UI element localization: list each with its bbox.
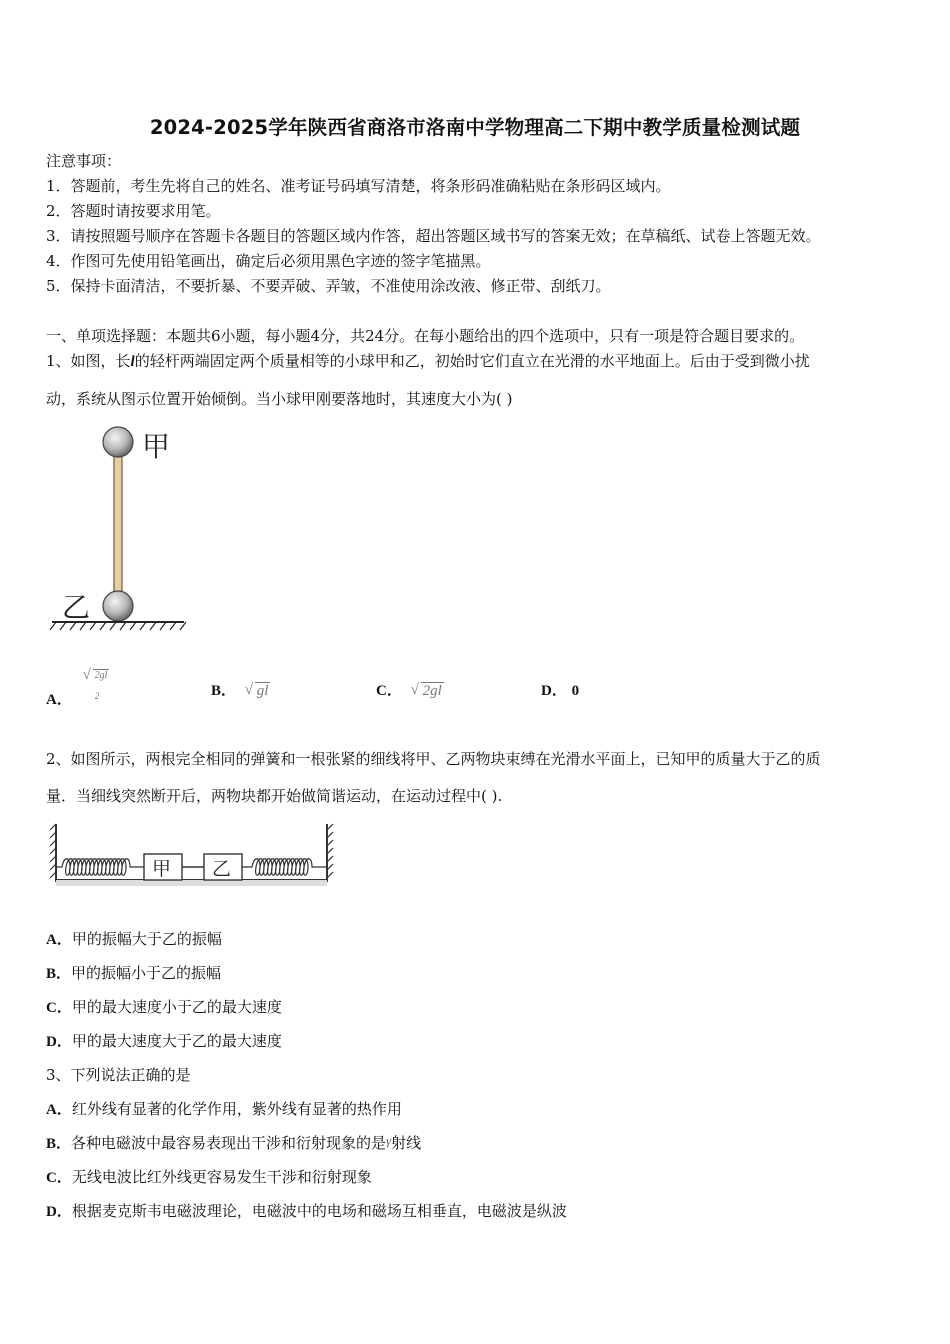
ball-yi — [103, 591, 133, 621]
ball-jia — [103, 427, 133, 457]
q3-stem: 3、下列说法正确的是 — [46, 1066, 191, 1084]
q2-option-c[interactable]: C．甲的最大速度小于乙的最大速度 — [46, 998, 282, 1016]
q1-option-d[interactable]: D． 0 — [541, 683, 580, 699]
block-yi-label: 乙 — [212, 858, 232, 880]
q2-stem-line2: 量．当细线突然断开后，两物块都开始做简谐运动，在运动过程中( ). — [46, 787, 503, 805]
q3-option-c[interactable]: C．无线电波比红外线更容易发生干涉和衍射现象 — [46, 1168, 372, 1186]
q1-stem-line1: 1、如图，长l的轻杆两端固定两个质量相等的小球甲和乙，初始时它们直立在光滑的水平地面上。后由于受到微小扰 — [46, 352, 810, 370]
q2-stem-line1: 2、如图所示，两根完全相同的弹簧和一根张紧的细线将甲、乙两物块束缚在光滑水平面上，已知甲的质量大于乙的质 — [46, 750, 821, 768]
label-jia: 甲 — [142, 430, 171, 463]
q1-figure-rod-balls — [46, 420, 196, 640]
page-title: 2024-2025学年陕西省商洛市洛南中学物理高二下期中教学质量检测试题 — [149, 116, 801, 139]
notice-heading: 注意事项： — [46, 152, 122, 170]
notice-item: 4．作图可先使用铅笔画出，确定后必须用黑色字迹的签字笔描黑。 — [46, 252, 491, 270]
q3-option-a[interactable]: A．红外线有显著的化学作用，紫外线有显著的热作用 — [46, 1100, 402, 1118]
left-wall — [50, 824, 56, 882]
q1-option-a[interactable]: A． √ 2gl 2 — [46, 680, 109, 720]
q3-option-b[interactable]: B．各种电磁波中最容易表现出干涉和衍射现象的是γ射线 — [46, 1133, 422, 1152]
rod — [114, 450, 122, 610]
q1-stem-line2: 动，系统从图示位置开始倾倒。当小球甲刚要落地时，其速度大小为( ) — [46, 390, 513, 408]
q3-option-d[interactable]: D．根据麦克斯韦电磁波理论，电磁波中的电场和磁场互相垂直，电磁波是纵波 — [46, 1202, 567, 1220]
section-heading: 一、单项选择题：本题共6小题，每小题4分，共24分。在每小题给出的四个选项中，只有一项是符合题目要求的。 — [46, 327, 805, 345]
q2-figure-springs-blocks — [46, 820, 336, 890]
left-spring — [56, 859, 144, 876]
floor — [56, 880, 327, 886]
right-spring — [242, 859, 327, 876]
q1-option-c[interactable]: C． √ 2gl — [376, 680, 444, 701]
notice-item: 5．保持卡面清洁，不要折暴、不要弄破、弄皱，不准使用涂改液、修正带、刮纸刀。 — [46, 277, 611, 295]
notice-item: 1．答题前，考生先将自己的姓名、准考证号码填写清楚，将条形码准确粘贴在条形码区域内。 — [46, 177, 671, 195]
q2-option-a[interactable]: A．甲的振幅大于乙的振幅 — [46, 930, 222, 948]
right-wall — [327, 824, 333, 882]
notice-item: 2．答题时请按要求用笔。 — [46, 202, 221, 220]
q1-option-b[interactable]: B． √ gl — [211, 680, 270, 701]
block-jia-label: 甲 — [152, 858, 172, 880]
notice-item: 3．请按照题号顺序在答题卡各题目的答题区域内作答，超出答题区域书写的答案无效；在草稿纸、试卷上答题无效。 — [46, 227, 821, 245]
label-yi: 乙 — [62, 591, 91, 624]
q2-option-d[interactable]: D．甲的最大速度大于乙的最大速度 — [46, 1032, 282, 1050]
q2-option-b[interactable]: B．甲的振幅小于乙的振幅 — [46, 964, 222, 982]
